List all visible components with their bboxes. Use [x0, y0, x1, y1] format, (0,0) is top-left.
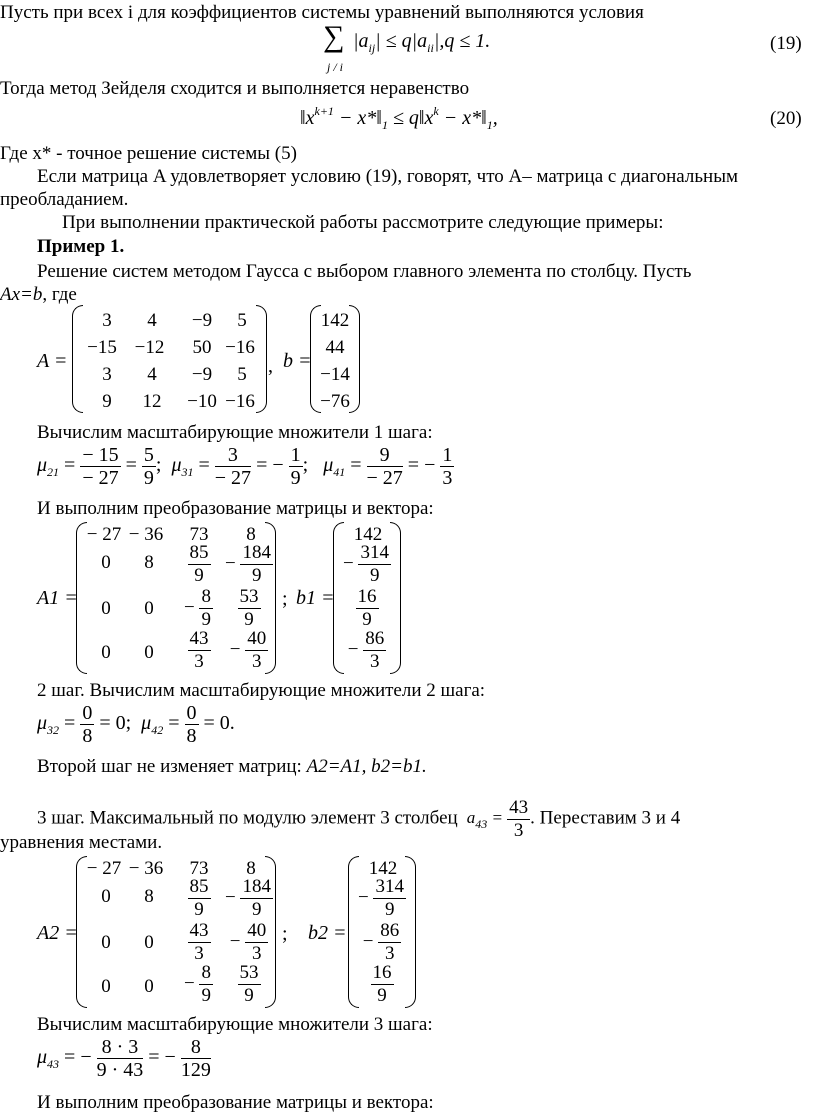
matrix-cell: −12: [134, 337, 165, 358]
equation-20: $‖x^{k+1}$ − $x*‖_1$ ≤ $q‖x^k$ − $x*‖_1$,: [300, 104, 498, 132]
label-A: A =: [37, 350, 68, 372]
paragraph-diagonal-a: Если матрица A удовлетворяет условию (19), говорят, что A– матрица с диагональным: [37, 166, 739, 187]
matrix-cell: 5: [237, 364, 247, 385]
paragraph-examples: При выполнении практической работы рассмотрите следующие примеры:: [62, 212, 664, 233]
formula-mu-step3: $\mu_{43}$ = − $\frac{8 \cdot 3}{9 \cdot 43}$ = − $\frac{8}{129}$: [37, 1036, 211, 1081]
label-b: b =: [283, 350, 312, 372]
matrix-cell: −10: [187, 391, 217, 412]
semicolon-2: ;: [282, 923, 288, 945]
p10-text: Второй шаг не изменяет матриц:: [37, 756, 307, 777]
matrix-cell: 12: [142, 391, 162, 412]
p11-text: 3 шаг. Максимальный по модулю элемент 3 столбец: [37, 807, 458, 829]
vector-cell: −76: [320, 391, 350, 412]
matrix-cell: 3: [102, 364, 112, 385]
matrix-cell: 4: [147, 364, 157, 385]
paragraph-step1: Вычислим масштабирующие множители 1 шага:: [37, 422, 433, 443]
matrix-cell: 9: [102, 391, 112, 412]
paragraph-step3-mu: Вычислим масштабирующие множители 3 шага:: [37, 1014, 433, 1035]
paragraph-step3: 3 шаг. Максимальный по модулю элемент 3 столбец $a_{43}$ = $\frac{43}{3}$ . Переставим 3 и 4: [37, 797, 681, 841]
matrix-cell: 50: [192, 337, 212, 358]
label-A1: A1 =: [37, 587, 78, 609]
formula-mu-step1: $\mu_{21}$ = $\frac{- 15}{- 27}$ = $\frac{5}{9}$ ; $\mu_{31}$ = $\frac{3}{- 27}$ = − $\frac{1}{9}$ ; $\mu_{41}$ = $\frac{9}{- 27}$ = − $\frac{1}{3}$: [37, 444, 453, 489]
axb-text: Ax=b: [0, 284, 43, 305]
semicolon: ;: [282, 588, 288, 610]
paragraph-condition: [0, 2, 644, 24]
label-b2: b2 =: [308, 922, 347, 944]
paragraph-transform1: И выполним преобразование матрицы и вектора:: [37, 498, 434, 519]
paragraph-transform3: И выполним преобразование матрицы и вектора:: [37, 1092, 434, 1113]
p1-text: Пусть при всех i для коэффициентов системы уравнений выполняются условия: [0, 2, 644, 23]
vector-cell: −14: [320, 364, 350, 385]
equation-20-number: (20): [770, 108, 802, 129]
vector-b: [310, 305, 360, 413]
p10-eq: A2=A1, b2=b1.: [306, 756, 427, 777]
matrix-cell: −9: [191, 364, 213, 385]
matrix-cell: −16: [225, 337, 255, 358]
paragraph-exact-solution: Где x* - точное решение системы (5): [0, 143, 297, 164]
matrix-cell: 4: [147, 310, 157, 331]
matrix-A: [72, 305, 267, 413]
vector-b1: 142 − $\frac{314}{9}$ $\frac{16}{9}$ − $\frac{86}{3}$: [333, 522, 401, 674]
vector-cell: 44: [325, 337, 345, 358]
matrix-cell: 3: [102, 310, 112, 331]
paragraph-step2: 2 шаг. Вычислим масштабирующие множители 2 шага:: [37, 680, 486, 701]
matrix-A1: − 27 − 36 73 8 0 8 $\frac{85}{9}$ − $\frac{184}{9}$ 0 0 − $\frac{8}{9}$ $\frac{53}{9}$ 0 0 $\frac{43}{3}$ − $\frac{40}{3}$: [76, 522, 276, 674]
matrix-A2: − 27 − 36 73 8 0 8 $\frac{85}{9}$ − $\frac{184}{9}$ 0 0 $\frac{43}{3}$ − $\frac{40}{3}$ 0 0 − $\frac{8}{9}$ $\frac{53}{9}$: [76, 856, 276, 1008]
label-A2: A2 =: [37, 922, 78, 944]
paragraph-gauss-a: Решение систем методом Гаусса с выбором главного элемента по столбцу. Пусть: [37, 261, 692, 282]
matrix-cell: 5: [237, 310, 247, 331]
comma: ,: [268, 355, 273, 377]
p2-text: Тогда метод Зейделя сходится и выполняется неравенство: [0, 78, 470, 99]
paragraph-step3-b: уравнения местами.: [0, 832, 163, 853]
label-b1: b1 =: [296, 587, 335, 609]
paragraph-step2-result: [37, 756, 427, 778]
paragraph-diagonal-b: преобладанием.: [0, 189, 129, 210]
matrix-cell: −16: [225, 391, 255, 412]
formula-mu-step2: $\mu_{32}$ = $\frac{0}{8}$ = 0; $\mu_{42}$ = $\frac{0}{8}$ = 0.: [37, 702, 235, 747]
p11-text-b: . Переставим 3 и 4: [530, 807, 681, 829]
paragraph-gauss-b: [0, 284, 77, 306]
example-title: Пример 1.: [37, 236, 125, 257]
equation-19-number: (19): [770, 33, 802, 54]
matrix-cell: −15: [87, 337, 117, 358]
vector-b2: 142 − $\frac{314}{9}$ − $\frac{86}{3}$ $\frac{16}{9}$: [348, 856, 416, 1008]
where-text: , где: [42, 284, 77, 305]
vector-cell: 142: [320, 310, 350, 331]
matrix-cell: −9: [191, 310, 213, 331]
paragraph-seidel: [0, 78, 469, 100]
